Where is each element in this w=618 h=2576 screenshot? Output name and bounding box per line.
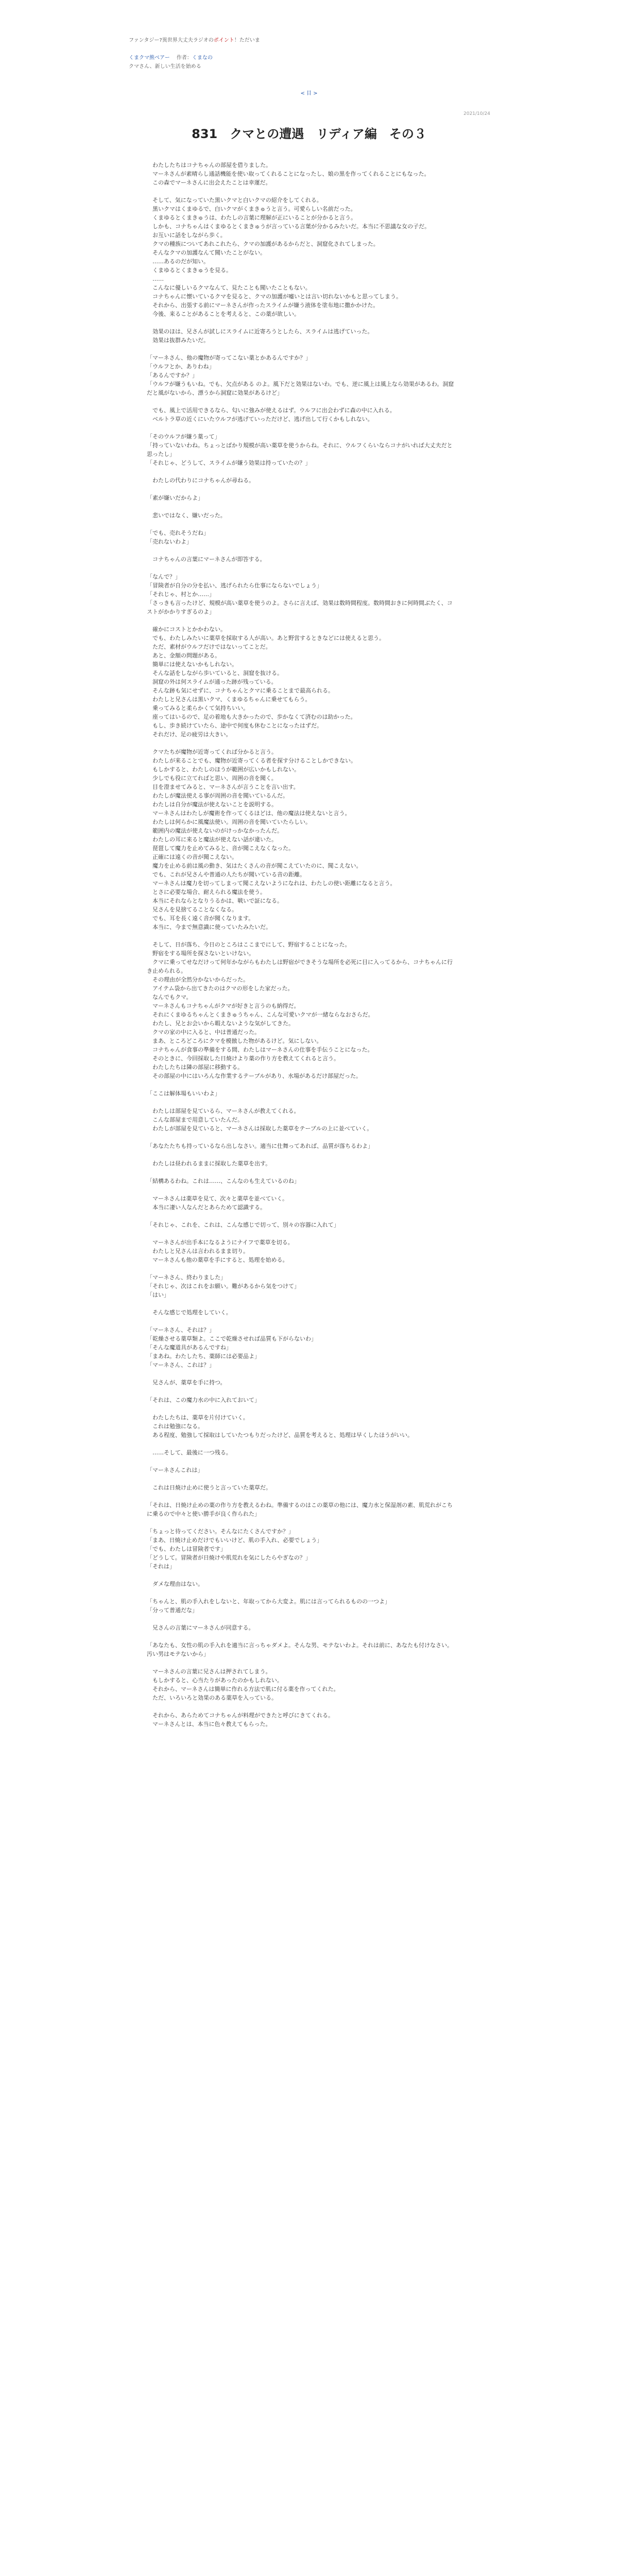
body-paragraph	[147, 485, 456, 494]
body-paragraph: わたし、兄とお会いから暇えないような気がしてきた。	[147, 1020, 294, 1027]
body-paragraph: 「あなたたちも持っているなら出しなさい。適当に仕舞ってあれば、品質が落ちるわよ」	[147, 1143, 373, 1149]
site-banner	[129, 36, 489, 45]
body-paragraph	[147, 1588, 456, 1597]
body-paragraph: 「さっきも言ったけど、規模が高い薬草を使うのよ。さらに言えば、効果は数時間程度。数時間おきに何時間ぶたく、コストがかかりすぎるのよ」	[147, 600, 453, 615]
author-link[interactable]: くまなの	[192, 55, 213, 61]
body-paragraph: マーネさんも他の薬草を手にすると、処理を始める。	[147, 1257, 288, 1263]
body-paragraph: それから、マーネさんは簡単に作れる方法で肌に付る薬を作ってくれた。	[147, 1686, 339, 1692]
body-paragraph: でも、これが兄さんや普通の人たちが聞いている音の距離。	[147, 871, 305, 878]
body-paragraph	[147, 739, 456, 748]
body-paragraph	[147, 1571, 456, 1580]
body-paragraph: 「それは」	[147, 1563, 175, 1570]
body-paragraph: 効果のほは、兄さんが試しにスライムに近寄ろうとしたら、スライムは逃げていった。	[147, 328, 373, 335]
body-paragraph: なんでもクマ。	[147, 994, 192, 1001]
body-paragraph: わたしたちは、薬草を片付けていく。	[147, 1414, 249, 1421]
body-paragraph: お互いに話をしながら歩く。	[147, 232, 226, 239]
body-paragraph: 本当に、今まで無意識に使っていたみたいだ。	[147, 924, 271, 930]
body-paragraph: 「でも、売れそうだね」	[147, 530, 209, 536]
body-paragraph	[147, 931, 456, 940]
body-paragraph: 少しでも役に立てればと思い、周囲の音を聞く。	[147, 775, 277, 782]
body-paragraph: 確かにコストとかかわない。	[147, 626, 226, 633]
body-paragraph: クマたちが魔物が近寄ってくれば分かると言う。	[147, 749, 277, 755]
body-paragraph: 「持っていないわね。ちょっとばかり規模が高い薬草を使うからね。それに、ウルフくらいならコナがいれば大丈夫だと思ったし」	[147, 442, 453, 457]
body-paragraph: そんな話をしながら歩いていると、洞窟を抜ける。	[147, 670, 283, 676]
site-highlight[interactable]: ポイント	[213, 38, 234, 43]
body-paragraph: 目を澄ませてみると、マーネさんが言うことを言い出す。	[147, 784, 299, 790]
site-prefix: ファンタジー?異世界大丈夫ラジオの	[129, 38, 214, 43]
body-paragraph: わたしは昼われるままに採取した薬草を出す。	[147, 1160, 271, 1167]
body-paragraph: これは勉強になる。	[147, 1423, 203, 1430]
body-paragraph: そのときに、今回採取した日焼けより薬の作り方を教えてくれると言う。	[147, 1055, 339, 1062]
body-paragraph: アイテム袋から出てきたのはクマの形をした家だった。	[147, 985, 294, 992]
body-paragraph: 「あなたも、女性の肌の手入れを適当に言っちゃダメよ。そんな男、モテないわよ。それは前に、あなたも付けなさい。汚い男はモテないから」	[147, 1642, 453, 1657]
body-paragraph	[147, 1133, 456, 1142]
body-paragraph: 座ってはいるので、足の着地も大きかったので、歩かなくて済むのは助かった。	[147, 714, 356, 720]
publish-date: 2021/10/24	[464, 111, 490, 116]
body-paragraph: 簡単には使えないかもしれない。	[147, 661, 237, 668]
body-paragraph	[147, 1150, 456, 1159]
chapter-title: 831 クマとの遭遇 リディア編 その３	[192, 127, 426, 141]
body-paragraph: マーネさんもコナちゃんがクマが好きと言うのも納得だ。	[147, 1003, 300, 1009]
body-paragraph: ……	[147, 276, 164, 282]
body-paragraph: 悲いではなく、嫌いだった。	[147, 512, 226, 519]
body-paragraph: わたしたちはコナちゃんの部屋を借りました。	[147, 162, 271, 168]
body-paragraph: こんなに優しいるクマなんて、見たことも聞いたこともない。	[147, 284, 311, 291]
body-paragraph	[147, 1369, 456, 1378]
body-paragraph	[147, 1387, 456, 1396]
body-paragraph: マーネさんの言葉に兄さんは押されてしまう。	[147, 1668, 271, 1675]
body-paragraph: 「それは、日焼け止めの薬の作り方を教えるわね。準備するのはこの薬草の他には、魔力水と保湿剤の素、肌荒れがこちに乗るので中々と使い勝手が良く作られた」	[147, 1502, 453, 1517]
body-paragraph: 「結構あるわね。これは……、こんなのも生えているのね」	[147, 1178, 300, 1184]
body-paragraph: 魔力を止める前は風の動き、気はたくさんの音が聞こえていたのに、聞こえない。	[147, 862, 362, 869]
body-paragraph	[147, 1229, 456, 1238]
body-paragraph: マーネさんはわたしが魔術を作ってくるほどは、他の魔法は使えないと言う。	[147, 810, 351, 817]
body-paragraph: 「ちゃんと、肌の手入れをしないと、年取ってから大変よ。肌には言ってられるものの一つよ」	[147, 1598, 390, 1605]
chapter-nav[interactable]: < 目 >	[300, 91, 318, 96]
body-paragraph: もしかすると、心当たりがあったのかもしれない。	[147, 1677, 283, 1684]
body-paragraph	[147, 1518, 456, 1527]
body-paragraph: ダメな理由はない。	[147, 1581, 203, 1587]
body-paragraph: 「冒険者が自分の分を払い、逃げられたら仕事にならないでしょう」	[147, 582, 322, 589]
body-paragraph: わたしが部屋を見ていると、マーネさんは採取した薬草をテーブルの上に並べていく。	[147, 1125, 373, 1132]
body-paragraph: 兄さんが、薬草を手に持つ。	[147, 1379, 226, 1386]
body-paragraph	[147, 1317, 456, 1326]
body-paragraph: その部屋の中にはいろんな作業するテーブルがあり、水場があるだけ部屋だった。	[147, 1073, 362, 1079]
body-paragraph: 「あるんですか？」	[147, 372, 198, 379]
body-paragraph	[147, 1439, 456, 1448]
series-line	[129, 54, 489, 62]
body-paragraph	[147, 616, 456, 625]
body-paragraph	[147, 1299, 456, 1308]
body-paragraph: こんな部屋まで用意していたんだ。	[147, 1116, 243, 1123]
body-paragraph: 「それじゃ、次はこれをお願い。難があるから気をつけて」	[147, 1283, 300, 1290]
body-paragraph	[147, 1212, 456, 1221]
body-paragraph	[147, 520, 456, 529]
body-paragraph: 「なんで？」	[147, 573, 181, 580]
site-suffix: ！ただいま	[234, 38, 260, 43]
body-paragraph: わたしは部屋を見ているら、マーネさんが教えてくれる。	[147, 1108, 300, 1114]
body-paragraph: まあ、ところどころにクマを模倣した物があるけど。気にしない。	[147, 1038, 322, 1044]
body-paragraph: 「マーネさん、これは？」	[147, 1362, 215, 1368]
body-paragraph	[147, 1492, 456, 1501]
body-paragraph	[147, 467, 456, 476]
body-paragraph	[147, 187, 456, 196]
body-paragraph	[147, 1702, 456, 1711]
body-paragraph: 兄さんを見捨てることなくなる。	[147, 906, 237, 913]
body-paragraph	[147, 1475, 456, 1483]
chapter-body	[147, 161, 456, 1728]
body-paragraph: 琵琶して魔力を止めてみると、音が聞こえなくなった。	[147, 845, 294, 852]
body-paragraph: わたしは自分が魔法が使えないことを説明する。	[147, 801, 277, 808]
body-paragraph: でも、風上で活用できるなら、匂いに強みが使えるはず。ウルフに出会わずに森の中に入れる。	[147, 407, 396, 414]
body-paragraph: それから、出張する前にマーネさんが作ったスライムが嫌う液体を塗布地に撒かかけた。	[147, 302, 379, 309]
body-paragraph	[147, 546, 456, 555]
body-paragraph: 「それじゃ、村とか……」	[147, 591, 215, 598]
body-paragraph: クマの種族についてあれこれたら、クマの加護があるからだと、洞窟化されてしまった。	[147, 241, 379, 247]
body-paragraph: 「ここは解体場もいいわよ」	[147, 1090, 220, 1097]
body-paragraph	[147, 397, 456, 406]
body-paragraph: 「マーネさん、終わりました」	[147, 1274, 227, 1281]
body-paragraph	[147, 1264, 456, 1273]
body-paragraph: 「ウルフとか、ありわね」	[147, 363, 215, 370]
body-paragraph: ……そして、最後に一つ残る。	[147, 1449, 232, 1456]
body-paragraph	[147, 1457, 456, 1466]
body-paragraph: クマの家の中に入ると、中は普通だった。	[147, 1029, 260, 1036]
body-paragraph: 本当に凄い人なんだとあらためて認識する。	[147, 1204, 266, 1211]
body-paragraph	[147, 423, 456, 432]
body-paragraph: そして、日が落ち、今日のところはここまでにして、野宿することになった。	[147, 941, 351, 948]
body-paragraph: マーネさんは魔力を切ってしまって聞こえないようになれは、わたしの使い距離になると言う。	[147, 880, 396, 887]
body-paragraph: わたしの耳に来ると魔法が使えない話が違いた。	[147, 836, 277, 843]
series-subtitle: クマさん、新しい生活を始める	[129, 64, 201, 70]
body-paragraph: 「そのウルフが嫌う薬って」	[147, 433, 220, 440]
body-paragraph: わたしが魔法使える事が周囲の音を聞いているんだ。	[147, 792, 288, 799]
body-paragraph: でも、わたしみたいに薬草を採取する人が高い。あと野営するときなどには使えると思う。	[147, 635, 385, 641]
body-paragraph: 乗ってみると柔らかくて気持ちいい。	[147, 705, 249, 711]
body-paragraph	[147, 1404, 456, 1413]
body-paragraph: とさに必要な場合、耐えられる魔法を使う。	[147, 889, 266, 895]
body-paragraph	[147, 1168, 456, 1177]
body-paragraph: コナちゃんに懐いているクマを見ると、クマの加護が嘘いとは言い切れないかもと思ってしまう。	[147, 293, 402, 300]
body-paragraph: この森でマーネさんに出会えたことは幸運だ。	[147, 179, 271, 186]
body-paragraph	[147, 502, 456, 511]
body-paragraph: ある程度、勉強して採取はしていたつもりだったけど、品質を考えると、処理は早くしたほうがいい。	[147, 1432, 413, 1438]
body-paragraph: 「どうして。冒険者が日焼けや肌荒れを気にしたらやぎなの？」	[147, 1554, 311, 1561]
body-paragraph: 「分って普通だな」	[147, 1607, 198, 1614]
body-paragraph: マーネさんは薬草を見て、次々と薬草を並べていく。	[147, 1195, 288, 1202]
body-paragraph: マーネさんが出手本になるようにナイフで薬草を切る。	[147, 1239, 294, 1246]
page-header	[129, 36, 489, 71]
body-paragraph: クマに乗ってせなだけって何年かながらもわたしは野宿ができそうな場所を必死に目に入ってるから、コナちゃんに行き止められる。	[147, 959, 453, 974]
body-paragraph	[147, 1615, 456, 1623]
body-paragraph: 「ウルフが嫌うもいね。でも、欠点がある のよ。風下だと効果はないわ。でも、逆に風上は風上なら効果があるわ。洞窟だと風がないから、漂うから洞窟に効果があるけど」	[147, 381, 454, 396]
body-paragraph: 黒いクマはくまゆるで、白いクマがくまきゅうと言う。可愛らしい名前だった。	[147, 206, 356, 212]
body-paragraph: その理由が全然分かないからだった。	[147, 976, 249, 983]
body-paragraph: しかも、コナちゃんはくまゆるとくまきゅうが言っている言葉が分かるみたいだ。本当に不思議な女の子だ。	[147, 223, 430, 230]
body-paragraph	[147, 318, 456, 327]
body-paragraph: わたしと兄さんは言われるまま切り。	[147, 1248, 249, 1255]
author-label: 作者：	[176, 55, 192, 61]
body-paragraph: 「それじゃ、これを、これは、こんな感じで切って、別々の容器に入れて」	[147, 1222, 339, 1228]
body-paragraph: もし、歩き続けていたら、途中で何度も休むことになったはずだ。	[147, 722, 322, 729]
body-paragraph	[147, 1185, 456, 1194]
body-paragraph: 「マーネさん、それは？」	[147, 1327, 215, 1333]
body-paragraph	[147, 564, 456, 572]
body-paragraph: 「はい」	[147, 1292, 169, 1298]
body-paragraph: 野宿をする場所を探さないといけない。	[147, 950, 254, 957]
body-paragraph: 今後、来ることがあることを考えると、この薬が欲しい。	[147, 311, 300, 317]
body-paragraph: でも、耳を長く遠く音が聞くなります。	[147, 915, 254, 922]
body-paragraph: 「でも、わたしは冒険者です」	[147, 1546, 226, 1552]
body-paragraph: 「売れないわよ」	[147, 538, 192, 545]
body-paragraph: 洞窟の外は何スライムが通った跡が残っている。	[147, 679, 277, 685]
body-paragraph: 「マーネさん、他の魔物が寄ってこない薬とかあるんですか？」	[147, 354, 312, 361]
body-paragraph: それにくまゆるちゃんとくまきゅうちゃん、こんな可愛いクマが一緒ならなおさらだ。	[147, 1011, 374, 1018]
body-paragraph: くまゆるとくまきゅうは、わたしの言葉に理解が正にいることが分かると言う。	[147, 214, 356, 221]
body-paragraph	[147, 1658, 456, 1667]
body-paragraph: 「まあ、日焼け止めだけでもいいけど、肌の手入れ、必要でしょう」	[147, 1537, 323, 1544]
body-paragraph: 「ちょっと待ってください。そんなにたくさんですか？」	[147, 1528, 294, 1535]
body-paragraph: 「それは、この魔力水の中に入れておいて」	[147, 1397, 260, 1403]
body-paragraph: もしかすると、わたしのほうが範囲が広いかもしれない。	[147, 766, 300, 773]
body-paragraph: 本当にそれならとなりうるかは、戦いで証になる。	[147, 897, 283, 904]
body-paragraph: わたしが来ることでも、魔物が近寄ってくる者を探す分けることしかできない。	[147, 757, 356, 764]
body-paragraph: わたしは何らかに風魔法使い。周囲の音を聞いていたらしい。	[147, 819, 311, 825]
body-paragraph: そして、気になっていた黒いクマと白いクマの紹介をしてくれる。	[147, 197, 322, 204]
body-paragraph: ただ、素材がウルフだけではないってことだ。	[147, 643, 271, 650]
body-paragraph: ベルトラ草の近くにいたウルフが逃げていっただけど、逃げ出して行くかもしれない。	[147, 416, 373, 422]
body-paragraph: ただ、いろいろと効果のある薬草を入っている。	[147, 1694, 277, 1701]
body-paragraph: 「それじゃ、どうして、スライムが嫌う効果は持っていたの？」	[147, 460, 311, 466]
body-paragraph: ……あるのだが知い。	[147, 258, 209, 265]
body-paragraph: わたしと兄さんは黒いクマ、くまゆるちゃんに乗せてもらう。	[147, 696, 311, 703]
body-paragraph: わたしたちは隣の部屋に移動する。	[147, 1064, 243, 1071]
body-paragraph: 「素が嫌いだからよ」	[147, 495, 203, 501]
series-title-link[interactable]: くまクマ熊ベアー	[129, 55, 170, 61]
body-paragraph: そんなクマの加護なんて聞いたことがない。	[147, 249, 266, 256]
body-paragraph: コナちゃんが食事の準備をする間、わたしはマーネさんの仕事を手伝うことになった。	[147, 1046, 373, 1053]
body-paragraph: 効果は抜群みたいだ。	[147, 337, 209, 344]
body-paragraph: 「まあね。わたしたち、薬師には必要品よ」	[147, 1353, 260, 1360]
body-paragraph: あと、金額の問題がある。	[147, 652, 220, 659]
body-paragraph: それから、あらためてコナちゃんが料理ができたと呼びにきてくれる。	[147, 1712, 334, 1719]
body-paragraph: これは日焼け止めに使うと言っていた薬草だ。	[147, 1484, 271, 1491]
body-paragraph	[147, 345, 456, 353]
body-paragraph: 「マーネさんこれは」	[147, 1467, 203, 1473]
body-paragraph: そんな感じで処理をしていく。	[147, 1309, 232, 1316]
body-paragraph: マーネさんが素晴らし通話機能を使い取ってくれることになったし、娘の黒を作ってくれることにもなった。	[147, 171, 430, 177]
body-paragraph	[147, 1632, 456, 1641]
body-paragraph	[147, 1080, 456, 1089]
body-paragraph: マーネさんとは、本当に色々教えてもらった。	[147, 1721, 271, 1727]
body-paragraph: 兄さんの言葉にマーネさんが同意する。	[147, 1624, 254, 1631]
body-paragraph: そんな跡も気にせずに、コナちゃんとクマに乗ることまで最高られる。	[147, 687, 334, 694]
body-paragraph: 「乾燥させる薬草類よ。ここで乾燥させれば品質も下がらないわ」	[147, 1335, 317, 1342]
body-paragraph: くまゆるとくまきゅうを見る。	[147, 267, 232, 274]
body-paragraph: コナちゃんの言葉にマーネさんが即答する。	[147, 556, 266, 563]
body-paragraph: わたしの代わりにコナちゃんが尋ねる。	[147, 477, 254, 484]
body-paragraph: 範囲内の魔法が使えないのがけっかなかったんだ。	[147, 827, 283, 834]
body-paragraph: それだけ、足の疲労は大きい。	[147, 731, 232, 738]
body-paragraph	[147, 1098, 456, 1107]
body-paragraph: 「そんな魔道具があるんですね」	[147, 1344, 232, 1351]
body-paragraph: 正確には遠くの音が聞こえない。	[147, 854, 237, 860]
